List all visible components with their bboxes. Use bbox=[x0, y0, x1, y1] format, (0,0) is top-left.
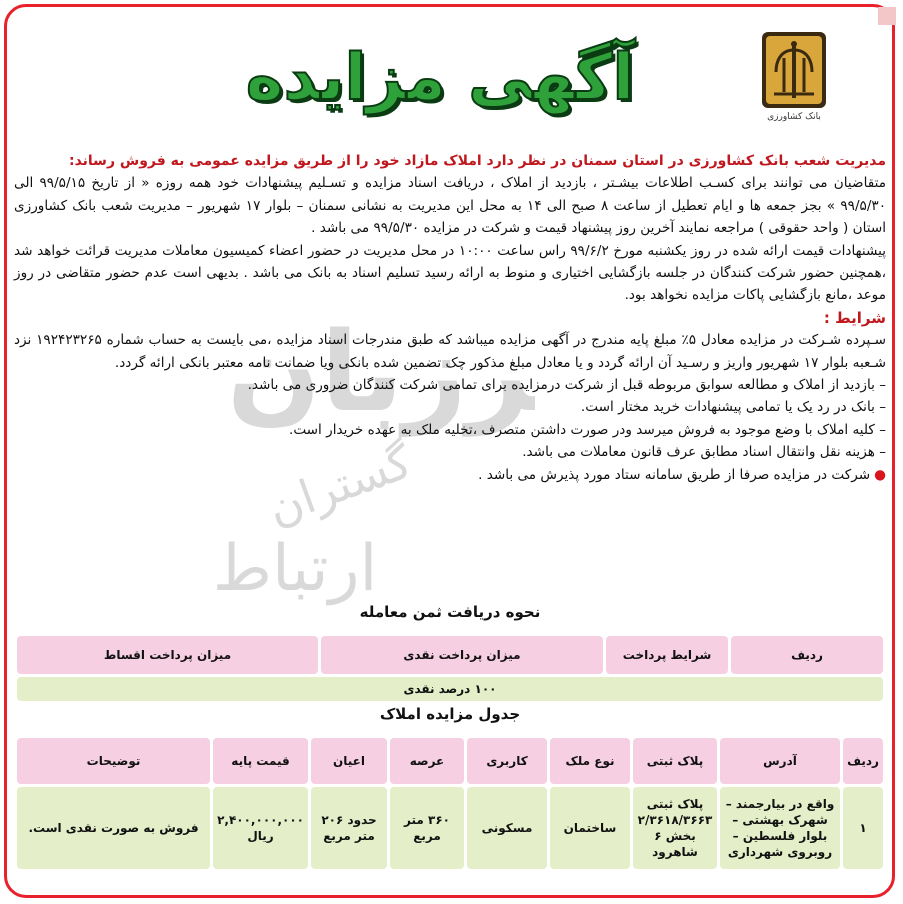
table-header: عرصه bbox=[390, 738, 464, 784]
announcement-body bbox=[14, 150, 886, 486]
table-cell: ۲,۴۰۰,۰۰۰,۰۰۰ ریال bbox=[213, 787, 308, 869]
table-header: اعیان bbox=[311, 738, 387, 784]
watermark-line1: رزبان bbox=[226, 308, 535, 436]
setad-note bbox=[14, 464, 886, 486]
table-header-row bbox=[17, 636, 883, 674]
condition-item: – هزینه نقل وانتقال اسناد مطابق عرف قانون معاملات می باشد. bbox=[522, 444, 886, 461]
table-cell: حدود ۲۰۶ متر مربع bbox=[311, 787, 387, 869]
deposit-condition: سـپرده شـرکت در مزایده معادل ۵٪ مبلغ پایه مندرج در آگهی مزایده میباشد که طبق مندرجات اسناد مزایده ،می بایست به حساب شماره ۱۹۲۴۲۳۲۶۵ نزد شـعبه بلوار ۱۷ شهریور واریز و رسـید آن ارائه گردد و یا معادل مبلغ مذکور چک تضمین شده بانکی ویا ضمانت نامه معتبر بانکی ارائه گردد. bbox=[14, 332, 886, 371]
table-row bbox=[17, 787, 883, 869]
table-header: ردیف bbox=[731, 636, 883, 674]
setad-note-text: شرکت در مزایده صرفا از طریق سامانه ستاد مورد پذیرش می باشد . bbox=[478, 466, 871, 483]
bank-logo bbox=[758, 28, 830, 126]
table-header: قیمت پایه bbox=[213, 738, 308, 784]
table-cell: پلاک ثبتی ۲/۳۶۱۸/۳۶۶۳ بخش ۶ شاهرود bbox=[633, 787, 717, 869]
conditions-heading: شرایط : bbox=[823, 308, 886, 327]
table-cell: ساختمان bbox=[550, 787, 630, 869]
properties-table bbox=[14, 735, 886, 872]
corner-mark bbox=[878, 7, 896, 25]
properties-title: جدول مزایده املاک bbox=[379, 705, 521, 723]
table-header: میزان پرداخت اقساط bbox=[17, 636, 318, 674]
table-header: نوع ملک bbox=[550, 738, 630, 784]
table-cell: مسکونی bbox=[467, 787, 547, 869]
table-header: توضیحات bbox=[17, 738, 210, 784]
table-header: پلاک ثبتی bbox=[633, 738, 717, 784]
watermark-line2: گستران bbox=[260, 434, 419, 536]
table-header: شرایط پرداخت bbox=[606, 636, 728, 674]
page-title: آگهی مزایده bbox=[245, 41, 635, 115]
table-cell: ۳۶۰ متر مربع bbox=[390, 787, 464, 869]
table-cell: واقع در بیارجمند – شهرک بهشتی – بلوار فلسطین – روبروی شهرداری bbox=[720, 787, 840, 869]
intro-heading: مدیریت شعب بانک کشاورزی در استان سمنان در نظر دارد املاک مازاد خود را از طریق مزایده عمومی به فروش رساند: bbox=[68, 153, 886, 169]
table-row bbox=[17, 677, 883, 701]
condition-item: – کلیه املاک با وضع موجود به فروش میرسد ودر صورت داشتن متصرف ،تخلیه ملک به عهده خریدار است. bbox=[289, 421, 886, 438]
intro-paragraph-1: متقاضیان می توانند برای کسـب اطلاعات بیشـتر ، بازدید از املاک ، دریافت اسناد مزایده و تسـلیم پیشنهادات خود همه روزه « از تاریخ ۹۹/۵/۱۵ الی ۹۹/۵/۳۰ » بجز جمعه ها و ایام تعطیل از ساعت ۸ صبح الی ۱۴ به محل این مدیریت به نشانی سمنان – بلوار ۱۷ شهریور – مدیریت شعب بانک کشاورزی استان ( واحد حقوقی ) مراجعه نمایند آخرین روز پیشنهاد قیمت و شرکت در مزایده ۹۹/۵/۳۰ می باشد . bbox=[14, 175, 887, 237]
watermark-line3: ارتباط bbox=[212, 532, 378, 606]
payment-title: نحوه دریافت ثمن معامله bbox=[359, 603, 541, 621]
table-header: کاربری bbox=[467, 738, 547, 784]
bank-logo-text: بانک کشاورزی bbox=[767, 112, 821, 122]
intro-paragraph-2: پیشنهادات قیمت ارائه شده در روز یکشنبه مورخ ۹۹/۶/۲ راس ساعت ۱۰:۰۰ در محل مدیریت در حضور اعضاء کمیسیون معاملات مدیریت قرائت خواهد شد ،همچنین حضور شرکت کنندگان در جلسه بازگشایی اختیاری و منوط به ارائه رسید تسلیم اسناد به بانک می باشد . بدیهی است عدم حضور متقاضی در روز موعد ،مانع بازگشایی پاکات مزایده نخواهد بود. bbox=[14, 242, 887, 304]
condition-item: – بانک در رد یک یا تمامی پیشنهادات خرید مختار است. bbox=[580, 399, 886, 416]
table-header-row bbox=[17, 738, 883, 784]
table-header: میزان پرداخت نقدی bbox=[321, 636, 603, 674]
table-header: ردیف bbox=[843, 738, 883, 784]
condition-item: – بازدید از املاک و مطالعه سوابق مربوطه قبل از شرکت درمزایده برای تمامی شرکت کنندگان ضروری می باشد. bbox=[247, 377, 886, 394]
table-cell: ۱۰۰ درصد نقدی bbox=[17, 677, 883, 701]
table-cell: فروش به صورت نقدی است. bbox=[17, 787, 210, 869]
payment-table bbox=[14, 633, 886, 704]
table-cell: ۱ bbox=[843, 787, 883, 869]
wheat-emblem-icon bbox=[758, 28, 830, 112]
table-header: آدرس bbox=[720, 738, 840, 784]
